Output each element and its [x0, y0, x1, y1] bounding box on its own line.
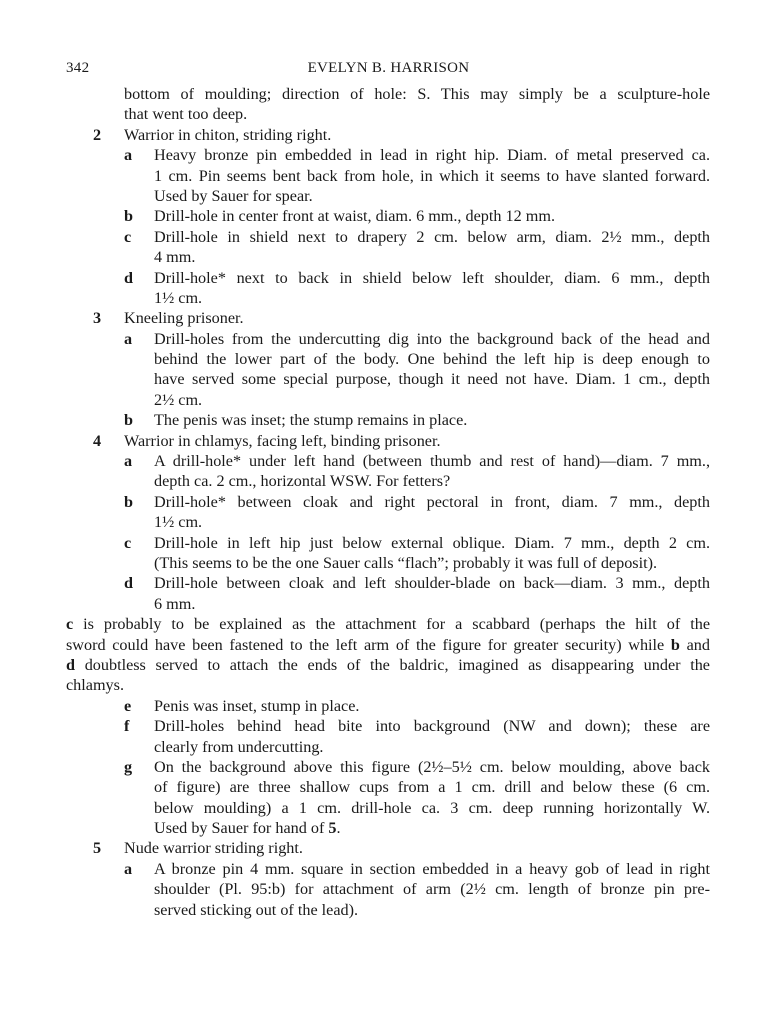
item-title: Warrior in chlamys, facing left, binding prisoner.	[124, 431, 441, 450]
sub-item-5a	[66, 859, 710, 920]
item-2	[66, 125, 710, 145]
text-span: Used by Sauer for hand of	[154, 819, 329, 838]
text-line: bottom of moulding; direction of hole: S. This may simply be a sculpture-hole	[124, 85, 710, 103]
text-line: below moulding) a 1 cm. drill-hole ca. 3 cm. deep running horizontally W.	[154, 798, 710, 817]
sub-item-4g	[66, 757, 710, 839]
sub-label: a	[124, 452, 133, 471]
sub-item-2a	[66, 145, 710, 206]
item-number: 5	[93, 839, 102, 858]
sub-label: b	[124, 207, 134, 226]
sub-item-4d	[66, 573, 710, 614]
ref-letter: c	[66, 615, 74, 634]
text-span: .	[336, 819, 341, 838]
sub-label: g	[124, 757, 133, 776]
ref-letter: d	[66, 655, 76, 674]
text-line: Drill-holes behind head bite into background (NW and down); these are	[154, 717, 710, 736]
text-line: Drill-hole in left hip just below external oblique. Diam. 7 mm., depth 2 cm.	[154, 533, 710, 552]
sub-label: d	[124, 268, 134, 287]
text-line: Heavy bronze pin embedded in lead in right hip. Diam. of metal preserved ca.	[154, 146, 710, 165]
sub-item-4c	[66, 533, 710, 574]
sub-label: b	[124, 411, 134, 430]
text-line: (This seems to be the one Sauer calls “flach”; probably it was full of deposit).	[154, 553, 658, 572]
item-title: Nude warrior striding right.	[124, 839, 303, 858]
sub-item-4e	[66, 696, 710, 716]
sub-label: a	[124, 146, 133, 165]
page-body	[66, 84, 710, 920]
text-line: depth ca. 2 cm., horizontal WSW. For fetters?	[154, 472, 451, 491]
text-line: Drill-hole* between cloak and right pectoral in front, diam. 7 mm., depth	[154, 492, 710, 511]
text-line: A bronze pin 4 mm. square in section embedded in a heavy gob of lead in right	[154, 859, 710, 878]
sub-label: a	[124, 859, 133, 878]
ref-number: 5	[328, 819, 337, 838]
text-line	[66, 635, 710, 655]
text-line: 1 cm. Pin seems bent back from hole, in which it seems to have slanted forward.	[154, 166, 710, 185]
text-line: Drill-hole between cloak and left shoulder-blade on back—diam. 3 mm., depth	[154, 574, 710, 593]
sub-label: d	[124, 574, 134, 593]
text-line: shoulder (Pl. 95:b) for attachment of arm (2½ cm. length of bronze pin pre-	[154, 880, 710, 899]
sub-item-4f	[66, 716, 710, 757]
text-line: 6 mm.	[154, 594, 196, 613]
text-line: A drill-hole* under left hand (between thumb and rest of hand)—diam. 7 mm.,	[154, 452, 710, 471]
sub-label: a	[124, 329, 133, 348]
sub-label: c	[124, 533, 132, 552]
running-head-author: EVELYN B. HARRISON	[307, 60, 470, 76]
text-line: 4 mm.	[154, 248, 196, 267]
page-number: 342	[66, 60, 90, 76]
sub-item-3b	[66, 410, 710, 430]
text-line: Drill-hole in shield next to drapery 2 cm. below arm, diam. 2½ mm., depth	[154, 227, 710, 246]
text-line: 1½ cm.	[154, 513, 203, 532]
text-line	[66, 655, 710, 675]
text-line: have served some special purpose, though it need not have. Diam. 1 cm., depth	[154, 370, 710, 389]
text-line: clearly from undercutting.	[154, 737, 324, 756]
text-line: Drill-hole* next to back in shield below left shoulder, diam. 6 mm., depth	[154, 268, 710, 287]
text-line: Penis was inset, stump in place.	[154, 696, 360, 715]
sub-label: c	[124, 227, 132, 246]
text-line: Drill-holes from the undercutting dig into the background back of the head and	[154, 329, 710, 348]
sub-label: b	[124, 492, 134, 511]
sub-item-4a	[66, 451, 710, 492]
text-line: Drill-hole in center front at waist, diam. 6 mm., depth 12 mm.	[154, 207, 556, 226]
text-span: and	[679, 635, 710, 654]
item-3	[66, 308, 710, 328]
sub-item-2c	[66, 227, 710, 268]
sub-item-4b	[66, 492, 710, 533]
ref-letter: b	[670, 635, 680, 654]
item-4	[66, 431, 710, 451]
item-title: Warrior in chiton, striding right.	[124, 125, 332, 144]
text-line: that went too deep.	[124, 105, 248, 124]
item-title: Kneeling prisoner.	[124, 309, 244, 328]
text-line	[66, 614, 710, 634]
item-number: 2	[93, 125, 102, 144]
commentary-paragraph	[66, 614, 710, 696]
item-number: 4	[93, 431, 102, 450]
item-5	[66, 838, 710, 858]
text-line: On the background above this figure (2½–5½ cm. below moulding, above back	[154, 757, 710, 776]
item-number: 3	[93, 309, 102, 328]
text-span: sword could have been fastened to the left arm of the figure for greater security) while	[66, 635, 671, 654]
text-line: chlamys.	[66, 676, 124, 695]
sub-item-2b	[66, 206, 710, 226]
sub-item-3a	[66, 329, 710, 411]
text-line: of figure) are three shallow cups from a 1 cm. drill and below these (6 cm.	[154, 778, 710, 797]
sub-item-2d	[66, 268, 710, 309]
sub-label: e	[124, 696, 132, 715]
text-line: Used by Sauer for spear.	[154, 186, 313, 205]
text-line: 1½ cm.	[154, 288, 203, 307]
text-span: is probably to be explained as the attachment for a scabbard (perhaps the hilt of the	[73, 615, 710, 634]
text-line: The penis was inset; the stump remains in place.	[154, 411, 468, 430]
text-span: doubtless served to attach the ends of the baldric, imagined as disappearing under the	[75, 655, 710, 674]
text-line: served sticking out of the lead).	[154, 900, 359, 919]
text-line	[154, 818, 710, 838]
text-line: behind the lower part of the body. One behind the left hip is deep enough to	[154, 350, 710, 369]
text-line: 2½ cm.	[154, 390, 203, 409]
sub-label: f	[124, 717, 130, 736]
